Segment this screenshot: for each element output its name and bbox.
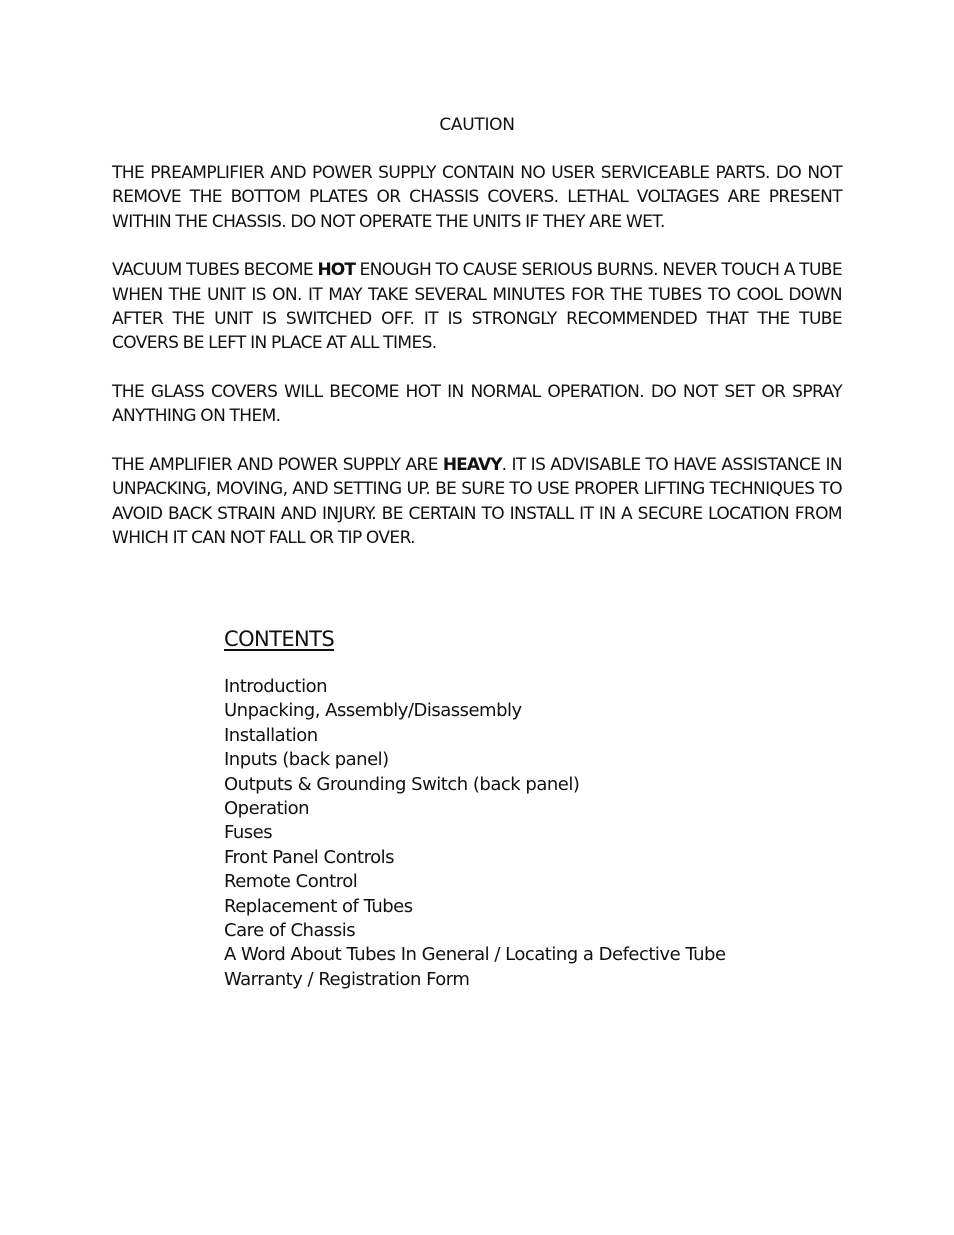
contents-item-replacement-of-tubes: Replacement of Tubes — [224, 895, 413, 917]
heavy-text-before: THE AMPLIFIER AND POWER SUPPLY ARE — [112, 455, 443, 476]
contents-item-tubes-in-general: A Word About Tubes In General / Locating a Defective Tube — [224, 944, 726, 966]
hot-tubes-text-before: VACUUM TUBES BECOME — [112, 260, 318, 281]
contents-item-care-of-chassis: Care of Chassis — [224, 920, 356, 942]
caution-paragraph-heavy — [112, 453, 842, 550]
contents-item-inputs: Inputs (back panel) — [224, 749, 389, 771]
heavy-text-after: . IT IS ADVISABLE TO HAVE ASSISTANCE IN UNPACKING, MOVING, AND SETTING UP. BE SURE TO USE PROPER LIFTING TECHNIQUES TO AVOID BACK STRAIN AND INJURY. BE CERTAIN TO INSTALL IT IN A SECURE LOCATION FROM WHICH IT CAN NOT FALL OR TIP OVER. — [112, 455, 842, 549]
hot-emphasis: HOT — [317, 260, 356, 281]
contents-item-introduction: Introduction — [224, 676, 328, 697]
contents-item-outputs-grounding: Outputs & Grounding Switch (back panel) — [224, 773, 580, 795]
caution-section — [112, 113, 842, 575]
caution-title: CAUTION — [439, 115, 515, 135]
contents-list — [224, 675, 844, 992]
heavy-emphasis: HEAVY — [442, 455, 502, 476]
contents-item-remote-control: Remote Control — [224, 871, 358, 893]
caution-paragraph-hot-tubes — [112, 258, 842, 355]
hot-tubes-text-after: ENOUGH TO CAUSE SERIOUS BURNS. NEVER TOUCH A TUBE WHEN THE UNIT IS ON. IT MAY TAKE SEVERAL MINUTES FOR THE TUBES TO COOL DOWN AFTER THE UNIT IS SWITCHED OFF. IT IS STRONGLY RECOMMENDED THAT THE TUBE COVERS BE LEFT IN PLACE AT ALL TIMES. — [112, 260, 842, 354]
contents-item-operation: Operation — [224, 798, 310, 820]
caution-paragraph-service: THE PREAMPLIFIER AND POWER SUPPLY CONTAIN NO USER SERVICEABLE PARTS. DO NOT REMOVE THE BOTTOM PLATES OR CHASSIS COVERS. LETHAL VOLTAGES ARE PRESENT WITHIN THE CHASSIS. DO NOT OPERATE THE UNITS IF THEY ARE WET. — [112, 163, 842, 232]
contents-item-installation: Installation — [224, 724, 318, 746]
contents-item-fuses: Fuses — [224, 822, 273, 844]
caution-paragraph-glass-covers: THE GLASS COVERS WILL BECOME HOT IN NORMAL OPERATION. DO NOT SET OR SPRAY ANYTHING ON THEM. — [112, 382, 842, 427]
contents-item-unpacking: Unpacking, Assembly/Disassembly — [224, 700, 522, 722]
contents-section — [224, 625, 844, 992]
contents-heading: CONTENTS — [224, 627, 335, 651]
contents-item-warranty: Warranty / Registration Form — [224, 968, 470, 990]
contents-item-front-panel-controls: Front Panel Controls — [224, 846, 394, 868]
